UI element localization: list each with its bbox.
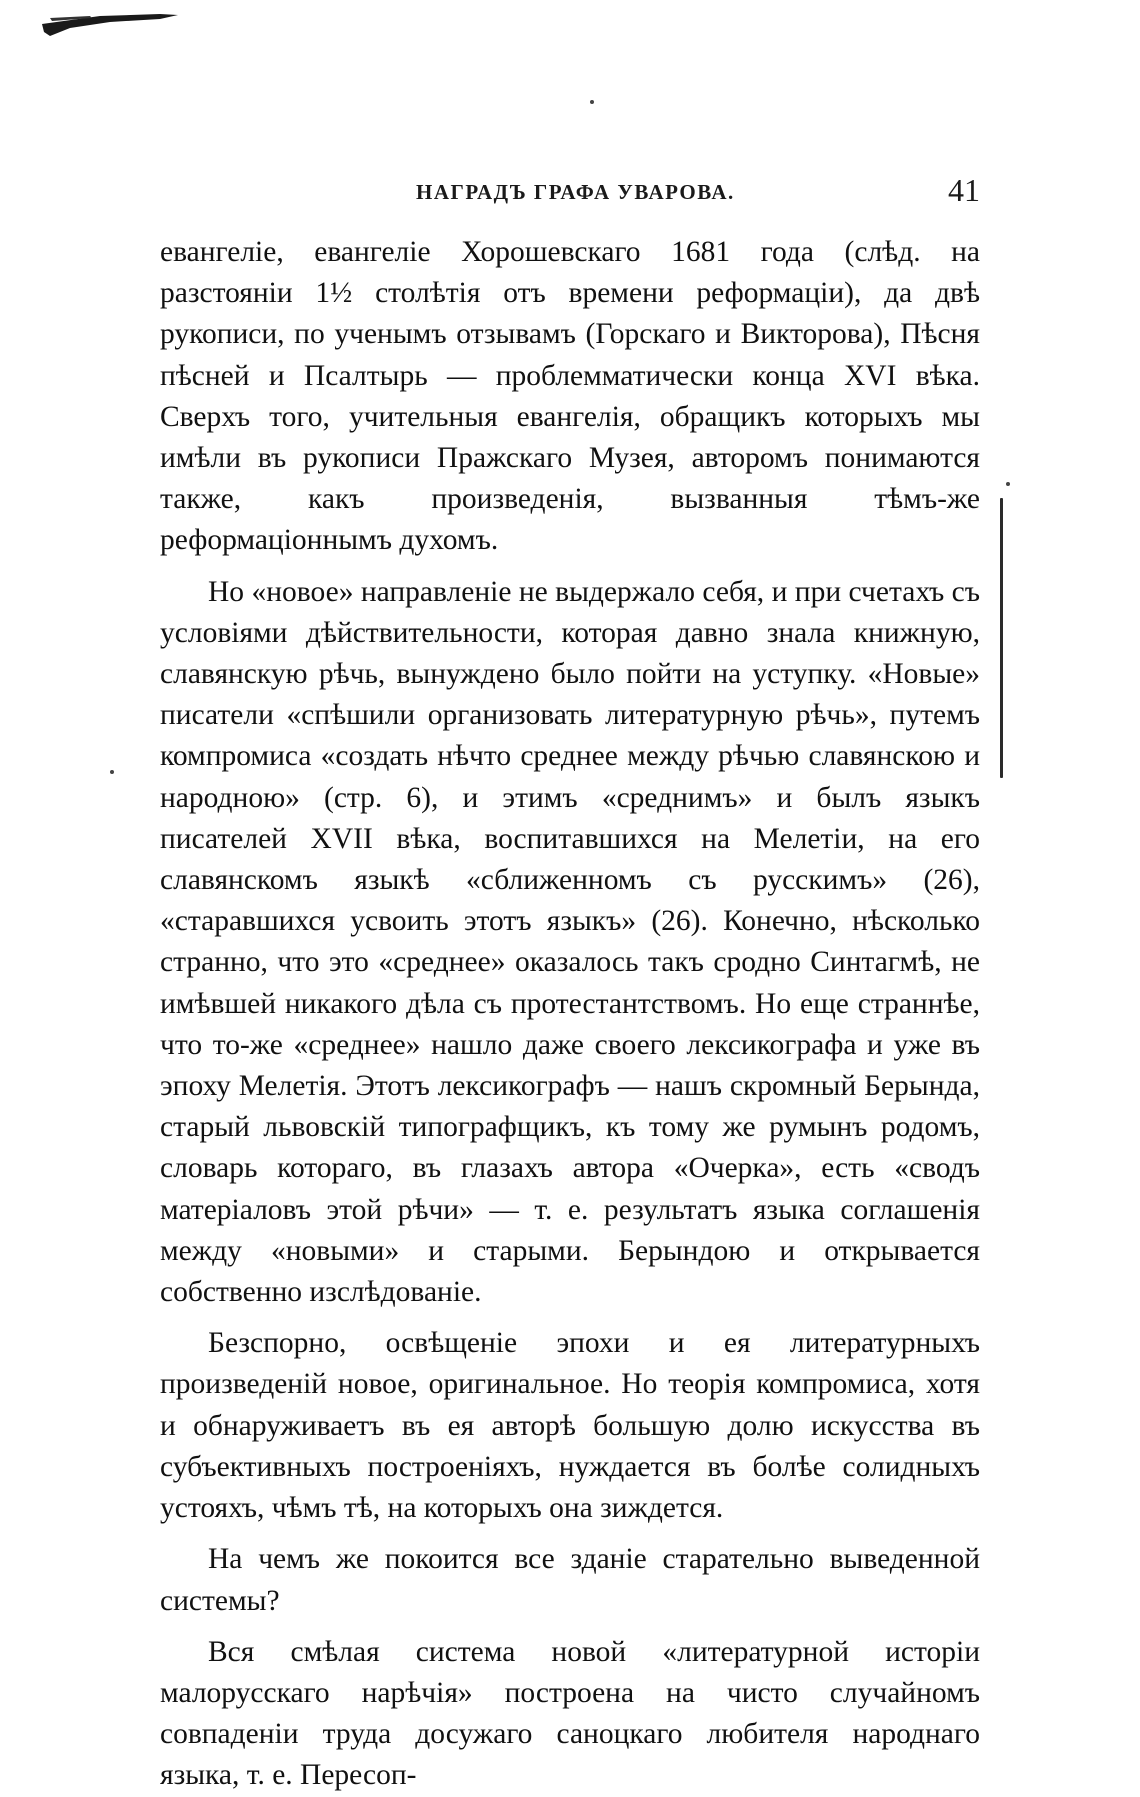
paragraph-1: евангеліе, евангеліе Хорошевскаго 1681 года (слѣд. на разстояніи 1½ столѣтія отъ времени реформаціи), да двѣ рукописи, по ученымъ отзывамъ (Горскаго и Викторова), Пѣсня пѣсней и Псалтырь — проблемматически конца XVI вѣка. Сверхъ того, учительныя евангелія, обращикъ которыхъ мы имѣли въ рукописи Пражскаго Музея, авторомъ понимаются также, какъ произведенія, вызванныя тѣмъ-же реформаціоннымъ духомъ. (160, 236, 980, 557)
margin-speck (110, 770, 114, 774)
page-number: 41 (948, 172, 980, 208)
paragraph-4: На чемъ же покоится все зданіе старательно выведенной системы? (160, 1543, 980, 1617)
margin-speck (590, 100, 594, 104)
scan-artifact-mark (40, 10, 180, 40)
running-head (160, 172, 980, 212)
paragraph-3: Безспорно, освѣщеніе эпохи и ея литературныхъ произведеній новое, оригинальное. Но теорія компромиса, хотя и обнаруживаетъ въ ея авторѣ большую долю искусства въ субъективныхъ построеніяхъ, нуждается въ болѣе солидныхъ устояхъ, чѣмъ тѣ, на которыхъ она зиждется. (160, 1327, 980, 1525)
running-title: НАГРАДЪ ГРАФА УВАРОВА. (416, 180, 735, 204)
margin-speck (1006, 482, 1010, 486)
margin-annotation-line (1000, 498, 1003, 778)
paragraph-5: Вся смѣлая система новой «литературной исторіи малорусскаго нарѣчія» построена на чисто случайномъ совпаденіи труда досужаго саноцкаго любителя народнаго языка, т. е. Пересоп- (160, 1635, 980, 1792)
paragraph-2: Но «новое» направленіе не выдержало себя, и при счетахъ съ условіями дѣйствительности, которая давно знала книжную, славянскую рѣчь, вынуждено было пойти на уступку. «Новые» писатели «спѣшили организовать литературную рѣчь», путемъ компромиса «создать нѣчто среднее между рѣчью славянскою и народною» (стр. 6), и этимъ «среднимъ» и былъ языкъ писателей XVII вѣка, воспитавшихся на Мелетіи, на его славянскомъ языкѣ «сближенномъ съ русскимъ» (26), «старавшихся усвоить этотъ языкъ» (26). Конечно, нѣсколько странно, что это «среднее» оказалось такъ сродно Синтагмѣ, не имѣвшей никакого дѣла съ протестантствомъ. Но еще страннѣе, что то-же «среднее» нашло даже своего лексикографа и уже въ эпоху Мелетія. Этотъ лексикографъ — нашъ скромный Берында, старый львовскій типографщикъ, къ тому же румынъ родомъ, словарь котораго, въ глазахъ автора «Очерка», есть «сводъ матеріаловъ этой рѣчи» — т. е. результатъ языка соглашенія между «новыми» и старыми. Берындою и открывается собственно изслѣдованіе. (160, 575, 980, 1309)
text-body (160, 232, 980, 1797)
